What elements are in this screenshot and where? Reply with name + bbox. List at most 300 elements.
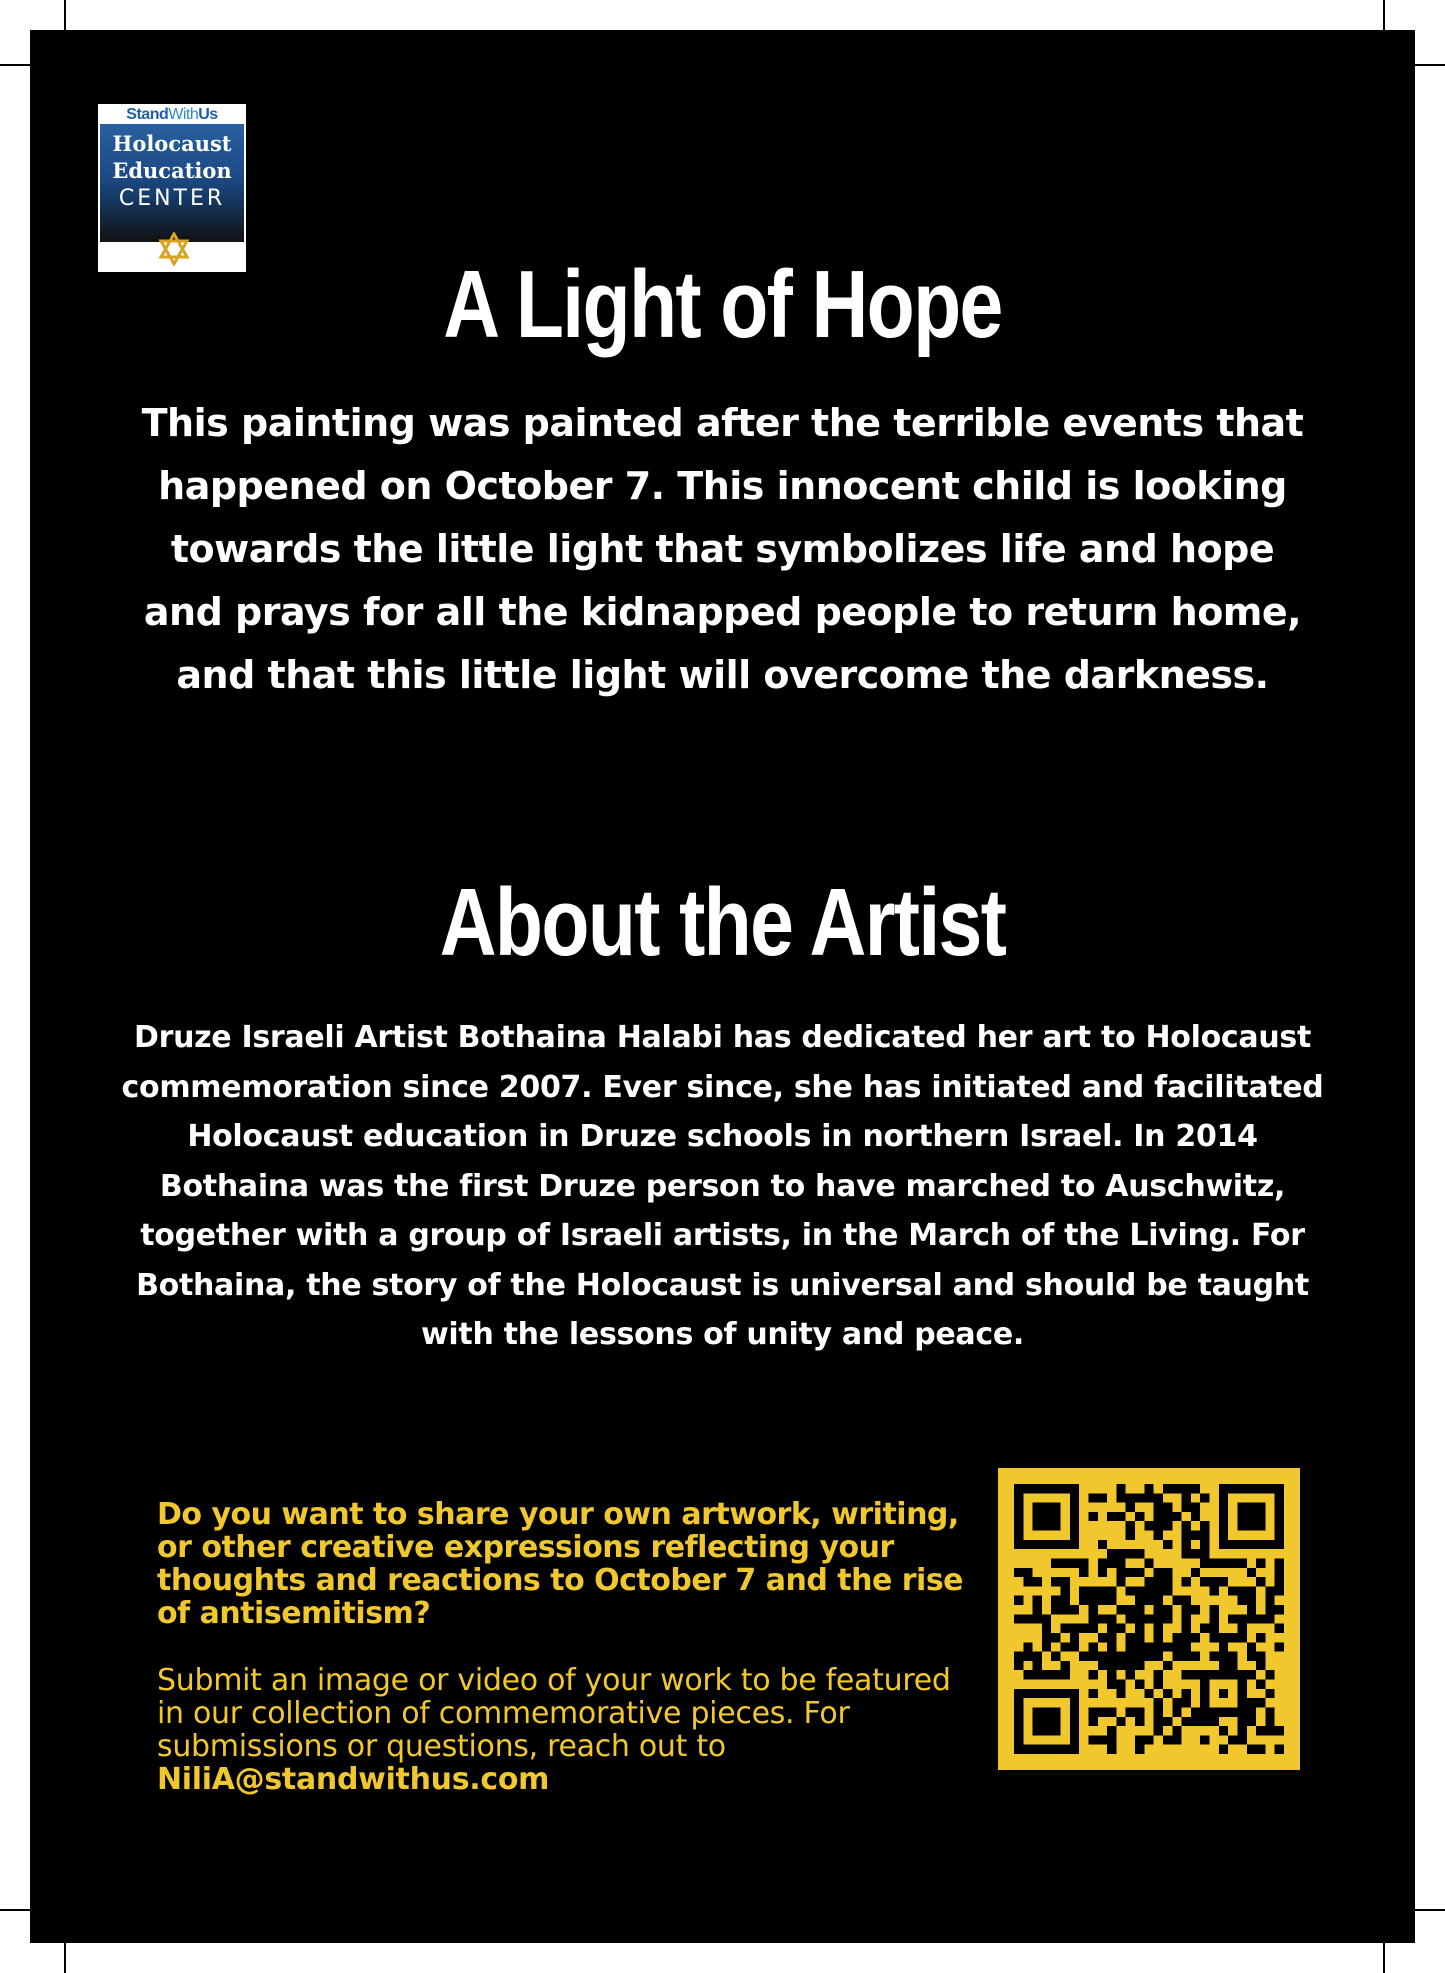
qr-module (1191, 1531, 1200, 1540)
qr-module (1163, 1605, 1172, 1614)
qr-module (1014, 1540, 1023, 1549)
qr-module (1135, 1707, 1144, 1716)
title-a-light-of-hope: A Light of Hope (443, 251, 1002, 358)
qr-module (1061, 1577, 1070, 1586)
qr-module (1144, 1493, 1153, 1502)
qr-module (1200, 1689, 1209, 1698)
qr-module (1228, 1670, 1237, 1679)
qr-module (1135, 1735, 1144, 1744)
qr-module (1182, 1670, 1191, 1679)
qr-module (1154, 1521, 1163, 1530)
qr-module (1275, 1577, 1284, 1586)
qr-module (1210, 1558, 1219, 1567)
qr-module (1182, 1531, 1191, 1540)
qr-module (1172, 1707, 1181, 1716)
qr-module (1042, 1540, 1051, 1549)
qr-module (1014, 1745, 1023, 1754)
qr-module (1042, 1745, 1051, 1754)
qr-module (1135, 1745, 1144, 1754)
qr-module (1191, 1652, 1200, 1661)
qr-module (1098, 1735, 1107, 1744)
qr-module (1154, 1577, 1163, 1586)
qr-module (1275, 1531, 1284, 1540)
qr-module (1182, 1596, 1191, 1605)
qr-module (1079, 1558, 1088, 1567)
artist-bio: Druze Israeli Artist Bothaina Halabi has dedicated her art to Holocaust commemoration since 2007. Ever since, she has initiated and facilitated Holocaust education in Druze schools in northern Israel. In 2014 Bothaina was the first Druze person to have marched to Auschwitz, together with a group of Israeli artists, in the March of the Living. For Bothaina, the story of the Holocaust is universal and should be taught with the lessons of unity and peace. (121, 1020, 1324, 1352)
qr-module (1023, 1568, 1032, 1577)
qr-module (1051, 1540, 1060, 1549)
qr-module (1228, 1735, 1237, 1744)
qr-module (1014, 1661, 1023, 1670)
qr-module (1116, 1624, 1125, 1633)
qr-module (1200, 1540, 1209, 1549)
qr-module (1107, 1633, 1116, 1642)
qr-module (1126, 1642, 1135, 1651)
qr-module (1135, 1642, 1144, 1651)
qr-module (1182, 1605, 1191, 1614)
qr-module (1275, 1745, 1284, 1754)
qr-module (1033, 1596, 1042, 1605)
qr-module (1191, 1568, 1200, 1577)
qr-module (1135, 1596, 1144, 1605)
qr-module (1098, 1596, 1107, 1605)
qr-module (1014, 1707, 1023, 1716)
qr-module (1033, 1503, 1042, 1512)
qr-module (1144, 1596, 1153, 1605)
qr-module (1070, 1633, 1079, 1642)
qr-module (1135, 1549, 1144, 1558)
qr-module (1061, 1689, 1070, 1698)
qr-module (1154, 1503, 1163, 1512)
qr-module (1135, 1652, 1144, 1661)
qr-module (1079, 1652, 1088, 1661)
qr-module (1033, 1521, 1042, 1530)
qr-module (1200, 1670, 1209, 1679)
qr-module (1042, 1633, 1051, 1642)
qr-module (1237, 1596, 1246, 1605)
qr-module (1154, 1531, 1163, 1540)
qr-module (1172, 1735, 1181, 1744)
qr-module (1182, 1549, 1191, 1558)
qr-module (1200, 1577, 1209, 1586)
qr-module (1088, 1652, 1097, 1661)
qr-module (1256, 1540, 1265, 1549)
qr-module (1033, 1540, 1042, 1549)
qr-module (1051, 1726, 1060, 1735)
qr-module (1135, 1568, 1144, 1577)
qr-module (1126, 1503, 1135, 1512)
qr-module (1237, 1707, 1246, 1716)
qr-module (1154, 1493, 1163, 1502)
qr-module (1061, 1642, 1070, 1651)
qr-module (1265, 1670, 1274, 1679)
qr-module (1116, 1549, 1125, 1558)
qr-module (1135, 1586, 1144, 1595)
qr-module (1256, 1726, 1265, 1735)
qr-module (1070, 1484, 1079, 1493)
qr-module (1210, 1586, 1219, 1595)
qr-module (1116, 1493, 1125, 1502)
qr-module (1051, 1577, 1060, 1586)
qr-module (1070, 1503, 1079, 1512)
logo-brand-line: StandWithUs (100, 106, 244, 124)
crop-mark-right-bottom (1415, 1909, 1445, 1911)
qr-module (1014, 1568, 1023, 1577)
qr-module (1051, 1596, 1060, 1605)
qr-module (1023, 1577, 1032, 1586)
qr-module (1182, 1624, 1191, 1633)
qr-module (1051, 1503, 1060, 1512)
qr-module (1200, 1698, 1209, 1707)
qr-module (1051, 1717, 1060, 1726)
qr-module (1247, 1503, 1256, 1512)
title-about-the-artist: About the Artist (439, 869, 1006, 976)
qr-module (1154, 1596, 1163, 1605)
qr-module (1237, 1503, 1246, 1512)
qr-module (1088, 1735, 1097, 1744)
contact-email-link[interactable]: NiliA@standwithus.com (157, 1762, 550, 1797)
qr-module (1144, 1689, 1153, 1698)
qr-module (1256, 1745, 1265, 1754)
qr-module (1023, 1540, 1032, 1549)
qr-module (1275, 1540, 1284, 1549)
qr-module (1107, 1680, 1116, 1689)
qr-module (1228, 1586, 1237, 1595)
qr-code-graphic (1014, 1484, 1284, 1754)
qr-module (1088, 1689, 1097, 1698)
qr-module (1275, 1624, 1284, 1633)
qr-module (1191, 1549, 1200, 1558)
qr-module (1116, 1577, 1125, 1586)
qr-module (1154, 1568, 1163, 1577)
qr-module (1275, 1503, 1284, 1512)
qr-module (1275, 1512, 1284, 1521)
qr-module (1088, 1717, 1097, 1726)
qr-module (1163, 1717, 1172, 1726)
qr-module (1070, 1642, 1079, 1651)
qr-module (1219, 1512, 1228, 1521)
qr-module (1144, 1521, 1153, 1530)
qr-module (1219, 1670, 1228, 1679)
qr-module (1135, 1680, 1144, 1689)
qr-module (1154, 1680, 1163, 1689)
qr-module (1070, 1717, 1079, 1726)
qr-module (1219, 1661, 1228, 1670)
qr-module (1014, 1512, 1023, 1521)
qr-module (1061, 1540, 1070, 1549)
qr-module (1200, 1624, 1209, 1633)
qr-module (1247, 1484, 1256, 1493)
qr-module (1247, 1707, 1256, 1716)
qr-module (1163, 1521, 1172, 1530)
qr-module (1163, 1735, 1172, 1744)
qr-module (1042, 1689, 1051, 1698)
qr-module (1126, 1521, 1135, 1530)
qr-module (1256, 1521, 1265, 1530)
painting-description: This painting was painted after the terrible events that happened on October 7. This innocent child is looking towards the little light that symbolizes life and hope and prays for all the kidnapped people to return home, and that this little light will overcome the darkness. (141, 401, 1304, 697)
qr-module (1154, 1707, 1163, 1716)
qr-module (1061, 1484, 1070, 1493)
qr-module (1126, 1605, 1135, 1614)
qr-module (1144, 1614, 1153, 1623)
qr-module (1154, 1512, 1163, 1521)
submission-info-text: Submit an image or video of your work to be featured in our collection of commemorative pieces. For submissions or questions, reach out to (157, 1663, 951, 1764)
qr-module (1042, 1521, 1051, 1530)
qr-module (1070, 1493, 1079, 1502)
qr-module (1237, 1735, 1246, 1744)
qr-module (1126, 1549, 1135, 1558)
qr-module (1061, 1605, 1070, 1614)
qr-module (1237, 1689, 1246, 1698)
qr-module (1191, 1484, 1200, 1493)
qr-module (1163, 1512, 1172, 1521)
qr-module (1088, 1614, 1097, 1623)
qr-module (1051, 1605, 1060, 1614)
qr-module (1144, 1642, 1153, 1651)
qr-module (1182, 1493, 1191, 1502)
qr-module (1033, 1661, 1042, 1670)
qr-module (1163, 1689, 1172, 1698)
qr-module (1042, 1614, 1051, 1623)
qr-module (1098, 1540, 1107, 1549)
qr-module (1247, 1642, 1256, 1651)
qr-module (1023, 1670, 1032, 1679)
qr-module (1070, 1624, 1079, 1633)
qr-module (1247, 1605, 1256, 1614)
qr-module (1088, 1605, 1097, 1614)
qr-module (1228, 1540, 1237, 1549)
crop-mark-left-top (0, 64, 30, 66)
qr-module (1033, 1670, 1042, 1679)
qr-module (1237, 1586, 1246, 1595)
qr-module (1237, 1558, 1246, 1567)
qr-module (1256, 1512, 1265, 1521)
qr-module (1014, 1698, 1023, 1707)
qr-module (1107, 1661, 1116, 1670)
qr-module (1014, 1521, 1023, 1530)
qr-module (1033, 1717, 1042, 1726)
qr-module (1061, 1745, 1070, 1754)
qr-module (1051, 1652, 1060, 1661)
qr-module (1210, 1605, 1219, 1614)
qr-module (1154, 1586, 1163, 1595)
logo-center-text: CENTER (118, 186, 226, 211)
qr-module (1200, 1521, 1209, 1530)
qr-module (1116, 1717, 1125, 1726)
qr-module (1014, 1652, 1023, 1661)
qr-module (1219, 1642, 1228, 1651)
qr-module (1182, 1689, 1191, 1698)
qr-module (1265, 1605, 1274, 1614)
submission-info (157, 1664, 977, 1796)
qr-module (1182, 1503, 1191, 1512)
qr-module (1014, 1531, 1023, 1540)
qr-module (1247, 1652, 1256, 1661)
qr-module (1163, 1642, 1172, 1651)
qr-module (1237, 1670, 1246, 1679)
qr-module (1210, 1652, 1219, 1661)
qr-module (1023, 1484, 1032, 1493)
crop-mark-left-bottom (0, 1909, 30, 1911)
qr-module (1172, 1596, 1181, 1605)
qr-module (1070, 1735, 1079, 1744)
qr-module (1247, 1745, 1256, 1754)
qr-module (1247, 1596, 1256, 1605)
qr-module (1210, 1633, 1219, 1642)
qr-module (1061, 1624, 1070, 1633)
qr-module (1210, 1624, 1219, 1633)
qr-module (1098, 1558, 1107, 1567)
qr-module (1154, 1642, 1163, 1651)
qr-module (1237, 1680, 1246, 1689)
qr-module (1210, 1707, 1219, 1716)
qr-module (1247, 1614, 1256, 1623)
qr-module (1200, 1558, 1209, 1567)
qr-module (1275, 1642, 1284, 1651)
qr-module (1051, 1745, 1060, 1754)
crop-mark-right-top (1415, 64, 1445, 66)
qr-module (1023, 1689, 1032, 1698)
qr-module (1275, 1493, 1284, 1502)
qr-module (1219, 1558, 1228, 1567)
qr-module (1098, 1633, 1107, 1642)
qr-module (1116, 1661, 1125, 1670)
qr-module (1154, 1633, 1163, 1642)
qr-module (1098, 1614, 1107, 1623)
qr-module (1247, 1540, 1256, 1549)
qr-module (1237, 1540, 1246, 1549)
qr-module (1014, 1484, 1023, 1493)
qr-module (1163, 1540, 1172, 1549)
qr-module (1228, 1661, 1237, 1670)
qr-module (1182, 1717, 1191, 1726)
qr-module (1163, 1614, 1172, 1623)
qr-module (1219, 1707, 1228, 1716)
qr-module (1042, 1624, 1051, 1633)
qr-module (1135, 1512, 1144, 1521)
qr-module (1265, 1726, 1274, 1735)
qr-module (1191, 1670, 1200, 1679)
qr-module (1265, 1540, 1274, 1549)
qr-module (1172, 1512, 1181, 1521)
qr-module (1256, 1484, 1265, 1493)
qr-module (1256, 1652, 1265, 1661)
qr-module (1144, 1652, 1153, 1661)
qr-module (1051, 1521, 1060, 1530)
qr-module (1070, 1558, 1079, 1567)
qr-module (1237, 1512, 1246, 1521)
qr-module (1172, 1484, 1181, 1493)
qr-module (1200, 1531, 1209, 1540)
qr-module (1023, 1614, 1032, 1623)
qr-module (1163, 1577, 1172, 1586)
qr-module (1191, 1717, 1200, 1726)
qr-module (1210, 1670, 1219, 1679)
qr-module (1107, 1586, 1116, 1595)
qr-module (1014, 1614, 1023, 1623)
qr-module (1116, 1558, 1125, 1567)
qr-module (1088, 1642, 1097, 1651)
qr-module (1107, 1549, 1116, 1558)
qr-module (1070, 1745, 1079, 1754)
qr-module (1051, 1689, 1060, 1698)
qr-module (1033, 1707, 1042, 1716)
qr-module (1033, 1689, 1042, 1698)
qr-module (1070, 1521, 1079, 1530)
qr-module (1237, 1698, 1246, 1707)
qr-module (1126, 1568, 1135, 1577)
crop-mark-bottom-right (1383, 1943, 1385, 1973)
qr-module (1107, 1614, 1116, 1623)
qr-module (1042, 1503, 1051, 1512)
qr-module (1154, 1605, 1163, 1614)
qr-module (1042, 1512, 1051, 1521)
qr-module (1088, 1596, 1097, 1605)
qr-module (1098, 1707, 1107, 1716)
qr-module (1247, 1521, 1256, 1530)
qr-module (1126, 1614, 1135, 1623)
qr-module (1265, 1596, 1274, 1605)
qr-module (1107, 1558, 1116, 1567)
qr-module (1126, 1670, 1135, 1679)
standwithus-logo (98, 104, 246, 272)
qr-module (1088, 1512, 1097, 1521)
qr-module (1051, 1512, 1060, 1521)
qr-module (1116, 1680, 1125, 1689)
qr-module (1070, 1605, 1079, 1614)
qr-module (1061, 1661, 1070, 1670)
qr-module (1219, 1521, 1228, 1530)
qr-module (1237, 1624, 1246, 1633)
qr-module (1219, 1633, 1228, 1642)
qr-module (1098, 1568, 1107, 1577)
qr-code-icon[interactable] (998, 1468, 1300, 1770)
qr-module (1237, 1726, 1246, 1735)
qr-module (1275, 1586, 1284, 1595)
qr-module (1219, 1531, 1228, 1540)
qr-module (1061, 1558, 1070, 1567)
qr-module (1126, 1586, 1135, 1595)
qr-module (1126, 1661, 1135, 1670)
qr-module (1228, 1652, 1237, 1661)
qr-module (1154, 1652, 1163, 1661)
qr-module (1256, 1503, 1265, 1512)
qr-module (1042, 1707, 1051, 1716)
qr-module (1265, 1586, 1274, 1595)
qr-module (1070, 1512, 1079, 1521)
qr-module (1070, 1707, 1079, 1716)
qr-module (1265, 1717, 1274, 1726)
qr-module (1042, 1484, 1051, 1493)
qr-module (1088, 1707, 1097, 1716)
qr-module (1154, 1614, 1163, 1623)
qr-module (1237, 1717, 1246, 1726)
qr-module (1116, 1484, 1125, 1493)
qr-module (1191, 1633, 1200, 1642)
qr-module (1070, 1726, 1079, 1735)
qr-module (1163, 1568, 1172, 1577)
qr-module (1107, 1726, 1116, 1735)
logo-education-text: Education (112, 158, 232, 183)
qr-module (1256, 1558, 1265, 1567)
qr-module (1265, 1614, 1274, 1623)
qr-module (1247, 1698, 1256, 1707)
qr-module (1210, 1577, 1219, 1586)
qr-module (1163, 1503, 1172, 1512)
qr-module (1172, 1726, 1181, 1735)
qr-module (1107, 1670, 1116, 1679)
qr-module (1070, 1540, 1079, 1549)
